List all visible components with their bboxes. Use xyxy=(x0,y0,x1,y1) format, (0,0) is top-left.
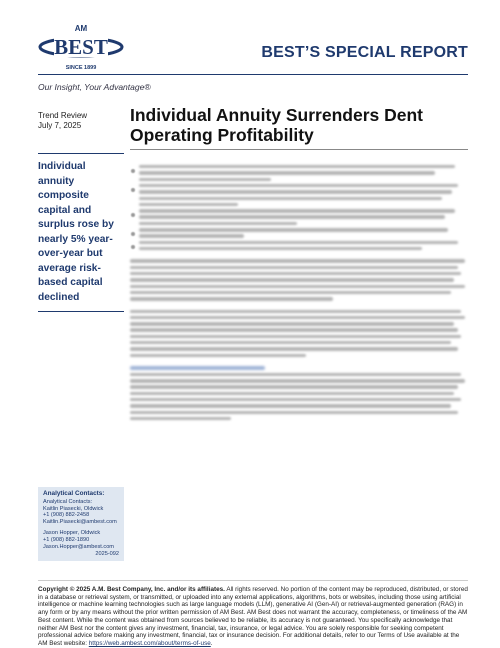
list-item xyxy=(130,228,468,238)
copyright-notice xyxy=(38,586,468,648)
report-meta xyxy=(38,111,87,131)
special-report-title: BEST’S SPECIAL REPORT xyxy=(261,44,468,61)
am-best-logo[interactable] xyxy=(38,14,124,74)
paragraph-blurred xyxy=(130,366,468,420)
contact-email[interactable]: Jason.Hopper@ambest.com xyxy=(43,543,114,550)
list-item xyxy=(130,209,468,225)
contact-email[interactable]: Kaitlin.Piasecki@ambest.com xyxy=(43,519,117,526)
report-header xyxy=(0,0,500,92)
contact-line: +1 (908) 882-2458 xyxy=(43,512,90,519)
contact-line: Analytical Contacts: xyxy=(43,498,93,505)
list-item xyxy=(130,241,468,251)
copyright-tail: . xyxy=(210,639,213,647)
section-heading-blurred xyxy=(130,366,265,370)
list-item xyxy=(130,184,468,206)
report-body xyxy=(130,154,468,423)
page-title: Individual Annuity Surrenders Dent Operating Profitability xyxy=(130,105,423,145)
key-takeaway-callout: Individual annuity composite capital and surplus rose by nearly 5% year-over-year but average risk-based capital declined xyxy=(38,153,124,312)
report-code: 2025-092 xyxy=(95,551,119,558)
section-heading-blurred xyxy=(130,154,468,161)
paragraph-blurred xyxy=(130,259,468,300)
terms-of-use-link[interactable]: https://web.ambest.com/about/terms-of-use xyxy=(88,639,211,647)
footer-divider xyxy=(38,580,468,581)
paragraph-blurred xyxy=(130,310,468,357)
title-divider xyxy=(130,149,468,150)
contact-line: Jason Hopper, Oldwick xyxy=(43,529,101,536)
contact-line: +1 (908) 882-1890 xyxy=(43,536,90,543)
key-points-list xyxy=(130,165,468,250)
contacts-heading: Analytical Contacts: xyxy=(43,490,105,497)
tagline: Our Insight, Your Advantage® xyxy=(38,82,151,92)
report-type: Trend Review xyxy=(38,111,88,120)
contact-line: Kaitlin Piasecki, Oldwick xyxy=(43,505,104,512)
copyright-body: All rights reserved. No portion of the content may be reproduced, distributed, or stored in a database or retrieval system, or transmitted, or uploaded into any external applications, algorithms, bots or websites, including those using artificial intelligence or machine learning technologies such as large language models (LLM), generative AI (Gen-AI) or retrieval-augmented generation (RAG) in any form or by any means without the prior written permission of AM Best. AM Best does not warrant the accuracy, completeness, or timeliness of the AM Best content. While the content was obtained from sources believed to be reliable, its accuracy is not guaranteed. You specifically acknowledge that neither AM Best nor the content gives any investment, financial, tax, insurance, or legal advice. You are solely responsible for seeking competent professional advice before making any investment, financial, tax or insurance decision. For additional details, refer to our Terms of Use available at the AM Best website: xyxy=(38,586,468,647)
logo-top-text: AM xyxy=(74,24,88,33)
header-divider xyxy=(38,74,468,75)
logo-since: SINCE 1899 xyxy=(65,65,97,71)
analytical-contacts-box xyxy=(38,487,124,561)
copyright-lead: Copyright © 2025 A.M. Best Company, Inc. and/or its affiliates. xyxy=(38,586,225,593)
list-item xyxy=(130,165,468,181)
logo-name: BEST xyxy=(54,35,108,59)
report-date: July 7, 2025 xyxy=(38,121,82,130)
